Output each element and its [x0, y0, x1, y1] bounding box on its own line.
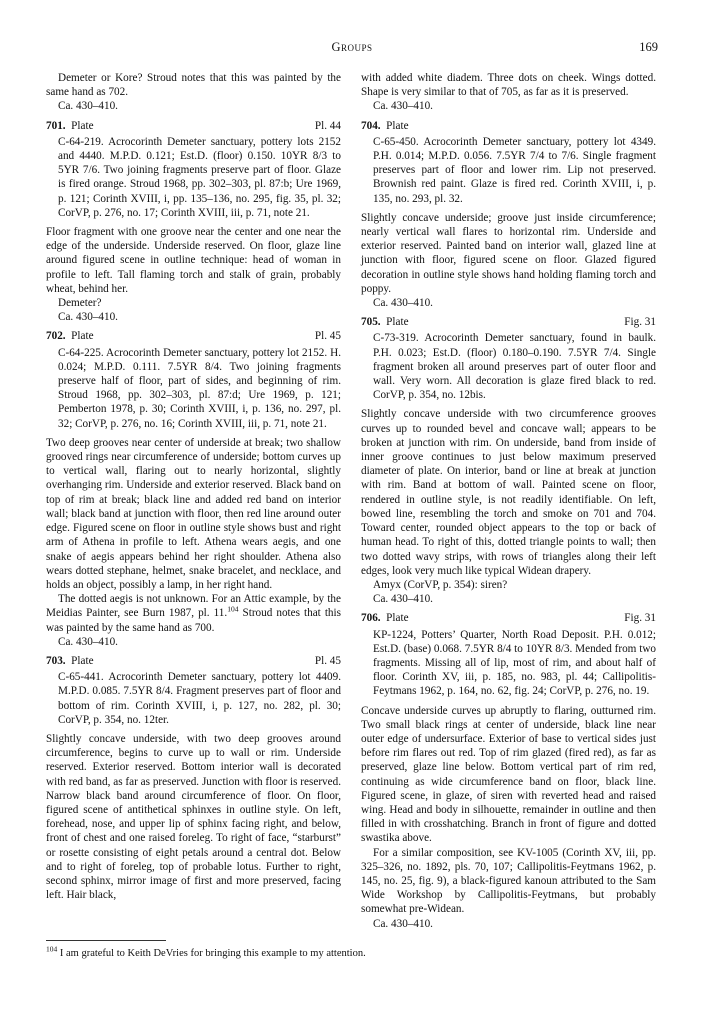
entry-number: 703. [46, 654, 66, 667]
entry-number: 704. [361, 119, 381, 132]
entry-705-date: Ca. 430–410. [373, 593, 433, 606]
entry-703-heading [46, 654, 341, 668]
entry-703-continuation: with added white diadem. Three dots on cheek. Wings dotted. Shape is very similar to that of 705, as far as it is preserved. [361, 72, 656, 99]
entry-701-heading [46, 119, 341, 133]
entry-plate-ref: Pl. 44 [314, 119, 341, 132]
entry-701-catalog: C-64-219. Acrocorinth Demeter sanctuary, pottery lots 2152 and 4440. M.P.D. 0.121; Est.D. (floor) 0.150. 10YR 8/3 to 5YR 7/6. Two joining fragments preserve part of floor. Glaze is fired orange. Stroud 1968, pp. 302–303, pl. 87:b; Ure 1969, p. 121; Corinth XVIII, i, pp. 135–136, no. 295, fig. 35, pl. 32; CorVP, p. 276, no. 17; Corinth XVIII, iii, p. 71, note 21. [58, 135, 341, 219]
entry-figure-ref: Fig. 31 [624, 612, 656, 625]
entry-706-heading [361, 611, 656, 625]
footnote-marker: 104 [227, 604, 239, 614]
entry-704-description: Slightly concave underside; groove just inside circumference; nearly vertical wall flares to horizontal rim. Underside and exterior reserved. Painted band on interior wall, glazed line at junction with floor, figured scene on floor. Glazed figured decoration in outline style shows hand holding flaming torch and poppy. [361, 211, 656, 295]
footnote-text: I am grateful to Keith DeVries for bringing this example to my attention. [57, 948, 366, 959]
intro-date: Ca. 430–410. [58, 100, 118, 113]
note-text: The dotted aegis is not unknown. For an Attic example, by the Meidias Painter, see Burn 1987, pl. 11. [46, 593, 341, 620]
entry-type: Plate [386, 119, 409, 132]
entry-plate-ref: Pl. 45 [314, 654, 341, 667]
entry-702-catalog: C-64-225. Acrocorinth Demeter sanctuary, pottery lot 2152. H. 0.024; M.P.D. 0.111. 7.5YR 8/4. Two joining fragments preserve half of floor, part of sides, and beginning of rim. Stroud 1968, pp. 302–303, pl. 87:d; Ure 1969, p. 121; Pemberton 1978, p. 30; Corinth XVIII, i, p. 136, no. 297, pl. 32; CorVP, p. 276, no. 16; Corinth XVIII, iii, p. 71, note 21. [58, 346, 341, 430]
entry-type: Plate [386, 316, 409, 329]
right-column [361, 71, 656, 931]
entry-705-heading [361, 315, 656, 329]
entry-type: Plate [71, 330, 94, 343]
entry-704-date: Ca. 430–410. [373, 297, 433, 310]
entry-703-date: Ca. 430–410. [373, 100, 433, 113]
entry-702-date: Ca. 430–410. [58, 635, 118, 648]
intro-text: Demeter or Kore? Stroud notes that this was painted by the same hand as 702. [46, 72, 341, 99]
entry-type: Plate [71, 119, 94, 132]
entry-figure-ref: Fig. 31 [624, 316, 656, 329]
entry-702-heading [46, 329, 341, 343]
entry-705-identification: Amyx (CorVP, p. 354): siren? [373, 578, 508, 591]
entry-702-note [46, 592, 341, 635]
running-title: Groups [331, 40, 373, 54]
entry-number: 705. [361, 316, 381, 329]
entry-706-comparison: For a similar composition, see KV-1005 (Corinth XV, iii, pp. 325–326, no. 1892, pls. 70, 107; Callipolitis-Feytmans 1962, p. 145, no. 25, fig. 9), a black-figured kanoun attributed to the Sam Wide Workshop by Callipolitis-Feytmans, but probably somewhat pre-Widean. [361, 846, 656, 916]
entry-702-description: Two deep grooves near center of underside at break; two shallow grooved rings near circumference of underside; bottom curves up to vertical wall, flaring out to nearly horizontal, slightly overhanging rim. Underside and exterior reserved. Black band on top of rim at break; black line and added red band on interior wall; black band at junction with floor, then red line around outer edge. Figured scene on floor in outline style shows bust and right arm of Athena in profile to left. Athena wears aegis, and one snake of aegis appears behind her right shoulder. Athena also wears dotted stephane, helmet, snake bracelet, and necklace, and holds an object, possibly a lamp, in her right hand. [46, 436, 341, 591]
footnote [46, 944, 658, 961]
entry-703-description: Slightly concave underside, with two deep grooves around circumference, begins to curve up to wall or rim. Underside reserved. Exterior reserved. Bottom interior wall is decorated with red band, as far as preserved. Junction with floor is reserved. Narrow black band around circumference of floor. On floor, figured scene of antithetical sphinxes in outline style. On left, forehead, nose, and upper lip of sphinx facing right, and below, front of chest and one raised foreleg. To right of face, “starburst” or rosette consisting of eight petals around a central dot. Below and to right of foreleg, top of probable lotus. Further to right, second sphinx, mirror image of first and more preserved, facing left. Hair black, [46, 732, 341, 902]
entry-704-heading [361, 119, 656, 133]
entry-plate-ref: Pl. 45 [314, 330, 341, 343]
entry-701-description: Floor fragment with one groove near the center and one near the edge of the underside. Underside reserved. On floor, glaze line around figured scene in outline technique: head of woman in profile to left. Tall flaming torch and stalk of grain, probably wheat, behind her. [46, 226, 341, 295]
footnote-number: 104 [46, 944, 58, 954]
entry-type: Plate [386, 612, 409, 625]
entry-706-catalog: KP-1224, Potters’ Quarter, North Road Deposit. P.H. 0.012; Est.D. (base) 0.068. 7.5YR 8/4 to 10YR 8/3. Mended from two fragments. Missing all of lip, most of rim, and about half of floor. Corinth XV, iii, p. 185, no. 983, pl. 44; Callipolitis-Feytmans 1962, p. 164, no. 62, fig. 24; CorVP, p. 276, no. 19. [373, 628, 656, 698]
entry-number: 702. [46, 330, 66, 343]
left-column [46, 71, 341, 902]
footnote-rule [46, 940, 166, 941]
entry-type: Plate [71, 654, 94, 667]
entry-701-date: Ca. 430–410. [58, 311, 118, 324]
entry-705-catalog: C-73-319. Acrocorinth Demeter sanctuary, found in baulk. P.H. 0.023; Est.D. (floor) 0.180–0.190. 7.5YR 7/4. Single fragment broken all around preserves part of outer floor and wall. Very worn. All decoration is glaze fired black to red. CorVP, p. 354, no. 12bis. [373, 332, 656, 402]
running-header [46, 40, 658, 60]
entry-703-catalog: C-65-441. Acrocorinth Demeter sanctuary, pottery lot 4409. M.P.D. 0.085. 7.5YR 8/4. Fragment preserves part of floor and bottom of rim. Corinth XVIII, i, p. 127, no. 282, pl. 30; CorVP, p. 354, no. 12ter. [58, 671, 341, 726]
entry-706-date: Ca. 430–410. [373, 917, 433, 930]
entry-704-catalog: C-65-450. Acrocorinth Demeter sanctuary, pottery lot 4349. P.H. 0.014; M.P.D. 0.056. 7.5YR 7/4 to 7/6. Single fragment preserves part of floor and lower rim. Lip not preserved. Brownish red paint. Glaze is fired red. Corinth XVIII, i, p. 135, no. 293, pl. 32. [373, 135, 656, 205]
entry-706-description: Concave underside curves up abruptly to flaring, outturned rim. Two small black rings at center of underside, black line near outer edge of undersurface. Exterior of base to vertical sides just before rim flares out red. Top of rim glazed (fired red), as far as preserved, glaze line below. Bottom vertical part of rim red, continuing as wide circumference band on floor, black line. Figured scene, in glaze, of siren with reverted head and raised wing. Head and body in silhouette, remainder in outline and then filled in with crosshatching. Branch in front of figure and dotted swastika above. [361, 704, 656, 845]
note-text-continued: Stroud notes that this was painted by the same hand as 700. [46, 607, 341, 634]
entry-number: 706. [361, 612, 381, 625]
entry-number: 701. [46, 119, 66, 132]
entry-701-identification: Demeter? [58, 297, 102, 310]
entry-705-description: Slightly concave underside with two circumference grooves curves up to rounded bevel and concave wall; appears to be broken at junction with rim. On underside, band from inside of inner groove continues to just below maximum preserved diameter of plate. On interior, band or line at break at junction with rim. Band at bottom of wall. Painted scene on floor, rendered in outline style, is not readily identifiable. On left, bowed line, resembling the torch and smoke on 701 and 704. Toward center, rounded object appears to the top or back of human head. To right of this, dotted triangle points to wall; then two dotted wavy strips, with rows of triangles along their left edges, look very much like typical Widean drapery. [361, 408, 656, 577]
page-number: 169 [639, 40, 658, 54]
